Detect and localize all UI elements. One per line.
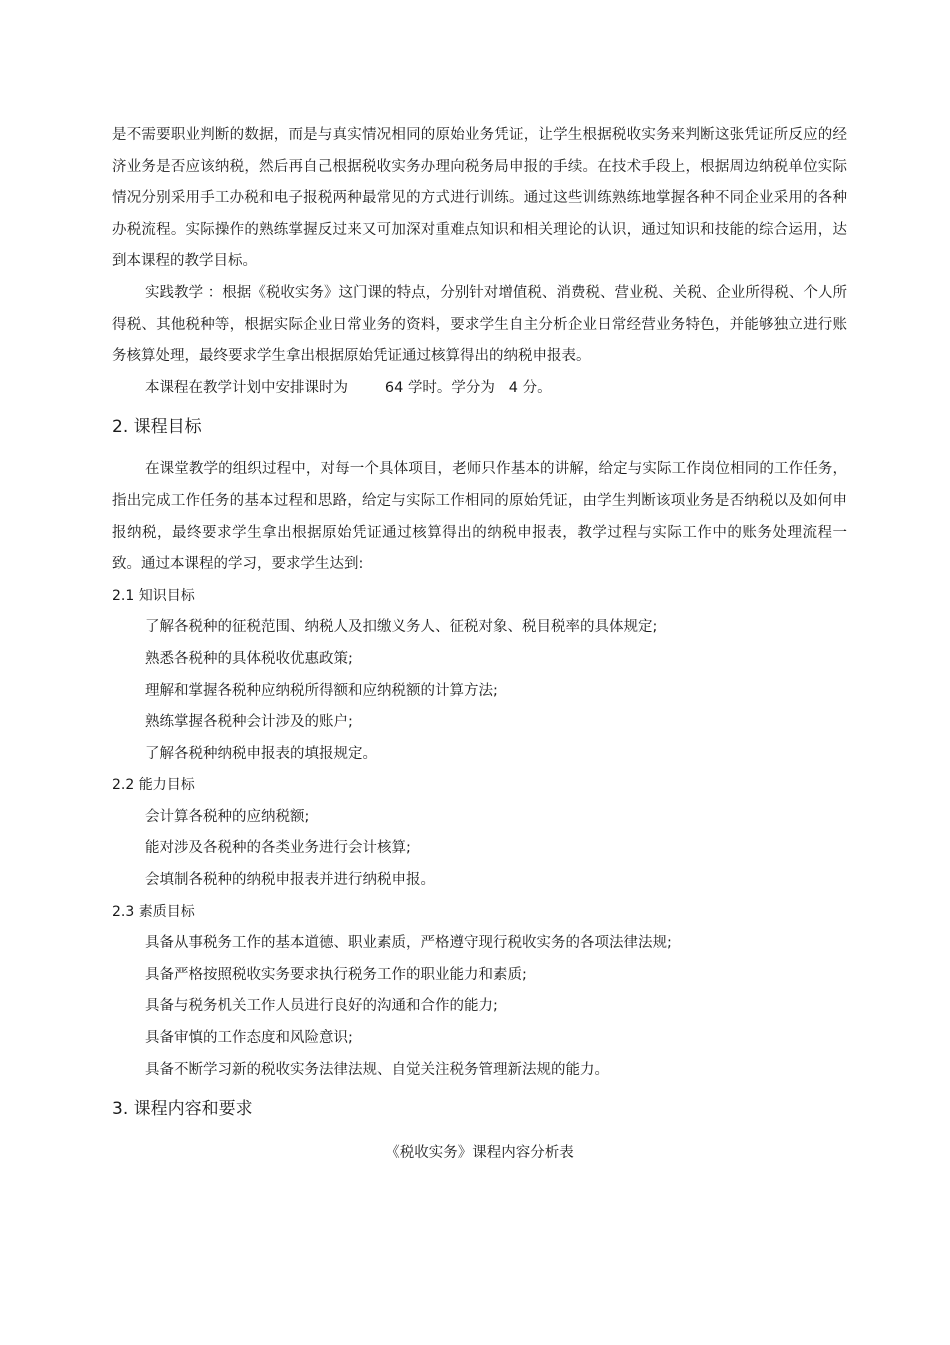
- section-2-paragraph: 在课堂教学的组织过程中，对每一个具体项目，老师只作基本的讲解，给定与实际工作岗位相同的工作任务，指出完成工作任务的基本过程和思路，给定与实际工作相同的原始凭证，由学生判断该项业务是否纳税以及如何申报纳税，最终要求学生拿出根据原始凭证通过核算得出的纳税申报表，教学过程与实际工作中的账务处理流程一致。通过本课程的学习，要求学生达到:: [112, 461, 847, 573]
- list-item: 具备从事税务工作的基本道德、职业素质，严格遵守现行税收实务的各项法律法规;: [145, 935, 672, 952]
- table-caption: 《税收实务》课程内容分析表: [385, 1145, 574, 1162]
- section-3-heading: 3. 课程内容和要求: [112, 1099, 253, 1120]
- quality-goals-list: [112, 928, 847, 1086]
- ability-goals-list: [112, 802, 847, 897]
- course-hours-line: [112, 373, 847, 405]
- credit-value: 4: [508, 379, 518, 396]
- practice-teaching-paragraph: 实践教学 ：根据《税收实务》这门课的特点，分别针对增值税、消费税、营业税、关税、企业所得税、个人所得税、其他税种等，根据实际企业日常业务的资料，要求学生自主分析企业日常经营业务特色，并能够独立进行账务核算处理，最终要求学生拿出根据原始凭证通过核算得出的纳税申报表。: [112, 284, 847, 365]
- list-item: 熟悉各税种的具体税收优惠政策;: [145, 650, 353, 667]
- knowledge-goals-heading: 2.1 知识目标: [112, 587, 195, 604]
- hours-prefix: 本课程在教学计划中安排课时为: [145, 379, 348, 396]
- credit-suffix: 分。: [522, 379, 552, 396]
- list-item: 了解各税种纳税申报表的填报规定。: [145, 745, 377, 762]
- list-item: 会计算各税种的应纳税额;: [145, 808, 310, 825]
- list-item: 了解各税种的征税范围、纳税人及扣缴义务人、征税对象、税目税率的具体规定;: [145, 619, 658, 636]
- list-item: 会填制各税种的纳税申报表并进行纳税申报。: [145, 872, 435, 889]
- document-page: [112, 120, 847, 1168]
- intro-paragraph: 是不需要职业判断的数据，而是与真实情况相同的原始业务凭证，让学生根据税收实务来判断这张凭证所反应的经济业务是否应该纳税，然后再自己根据税收实务办理向税务局申报的手续。在技术手段上，根据周边纳税单位实际情况分别采用手工办税和电子报税两种最常见的方式进行训练。通过这些训练熟练地掌握各种不同企业采用的各种办税流程。实际操作的熟练掌握反过来又可加深对重难点知识和相关理论的认识，通过知识和技能的综合运用，达到本课程的教学目标。: [112, 127, 847, 270]
- ability-goals-heading: 2.2 能力目标: [112, 777, 195, 794]
- section-2-heading: 2. 课程目标: [112, 417, 202, 438]
- hours-value: 64: [384, 379, 404, 396]
- list-item: 能对涉及各税种的各类业务进行会计核算;: [145, 840, 411, 857]
- quality-goals-heading: 2.3 素质目标: [112, 903, 195, 920]
- list-item: 具备与税务机关工作人员进行良好的沟通和合作的能力;: [145, 998, 498, 1015]
- list-item: 理解和掌握各税种应纳税所得额和应纳税额的计算方法;: [145, 682, 498, 699]
- hours-mid: 学时。学分为: [407, 379, 495, 396]
- knowledge-goals-list: [112, 612, 847, 770]
- list-item: 具备审慎的工作态度和风险意识;: [145, 1030, 353, 1047]
- list-item: 具备不断学习新的税收实务法律法规、自觉关注税务管理新法规的能力。: [145, 1061, 609, 1078]
- list-item: 具备严格按照税收实务要求执行税务工作的职业能力和素质;: [145, 966, 527, 983]
- list-item: 熟练掌握各税种会计涉及的账户;: [145, 714, 353, 731]
